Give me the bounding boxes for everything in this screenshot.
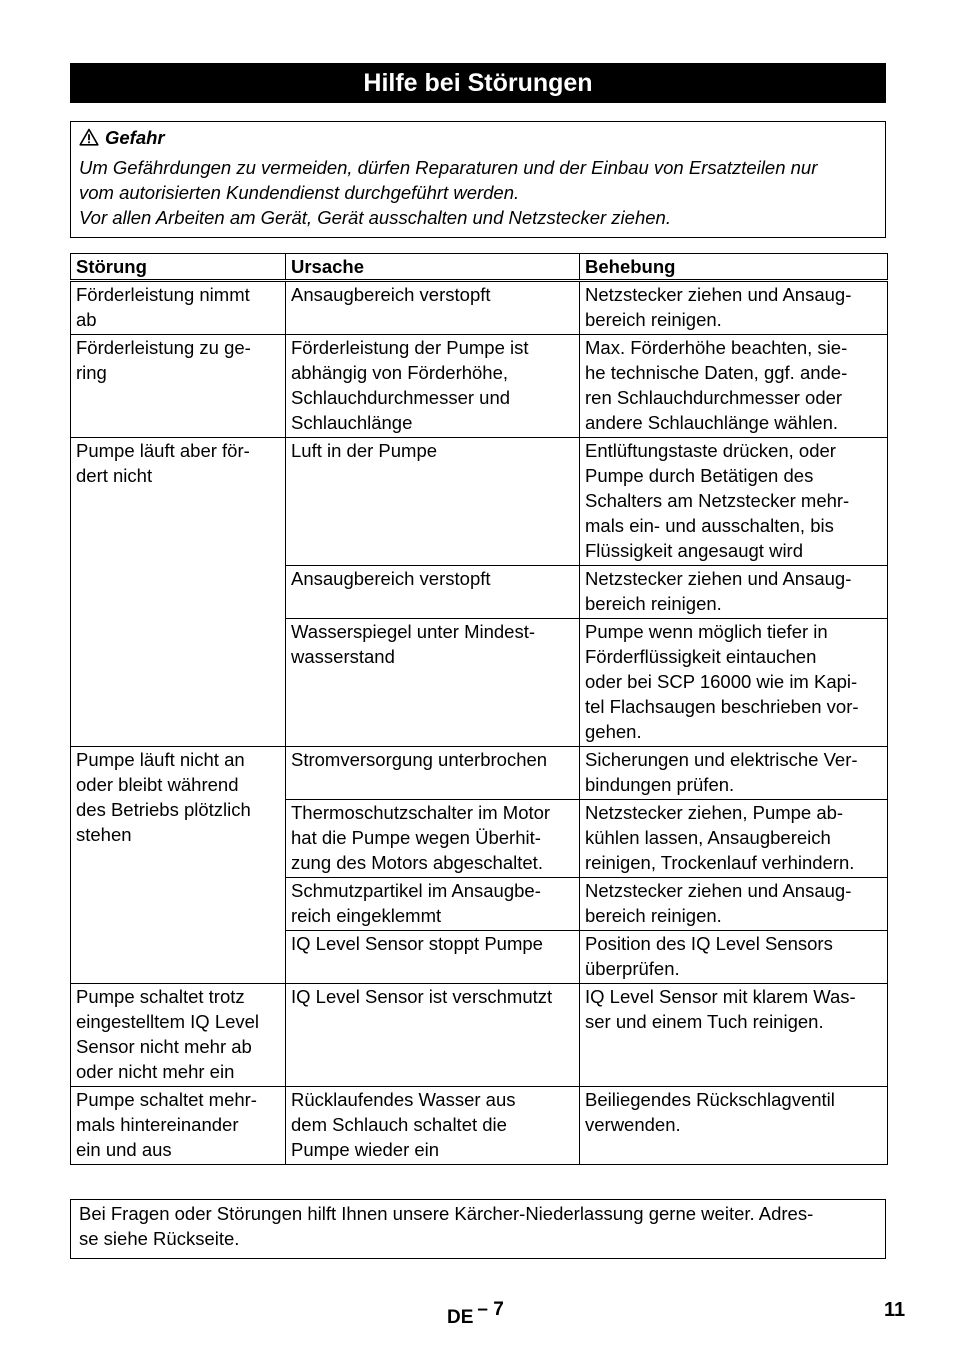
fault-cell (71, 335, 286, 438)
remedy-line: Netzstecker ziehen und Ansaug- (585, 880, 852, 901)
remedy-cell (580, 984, 888, 1087)
fault-line: des Betriebs plötzlich (76, 799, 251, 820)
cause-line: Ansaugbereich verstopft (291, 284, 491, 305)
cause-line: Luft in der Pumpe (291, 440, 438, 461)
cause-cell (286, 800, 580, 878)
page-language-marker (447, 1298, 504, 1330)
cause-cell (286, 984, 580, 1087)
page-title: Hilfe bei Störungen (70, 63, 886, 103)
danger-line: Vor allen Arbeiten am Gerät, Gerät ausschalten und Netzstecker ziehen. (79, 207, 671, 228)
danger-notice (70, 121, 886, 238)
cause-cell (286, 281, 580, 335)
cause-line: dem Schlauch schaltet die (291, 1114, 507, 1135)
fault-line: dert nicht (76, 465, 153, 486)
header-remedy: Behebung (580, 254, 888, 281)
remedy-line: Schalters am Netzstecker mehr- (585, 490, 850, 511)
remedy-line: bereich reinigen. (585, 905, 722, 926)
fault-line: Förderleistung zu ge- (76, 337, 251, 358)
cause-line: reich eingeklemmt (291, 905, 442, 926)
cause-line: wasserstand (291, 646, 395, 667)
remedy-line: Förderflüssigkeit eintauchen (585, 646, 817, 667)
fault-cell (71, 984, 286, 1087)
header-cause: Ursache (286, 254, 580, 281)
danger-heading (79, 126, 165, 152)
remedy-line: he technische Daten, ggf. ande- (585, 362, 848, 383)
cause-line: Schlauchdurchmesser und (291, 387, 511, 408)
remedy-line: IQ Level Sensor mit klarem Was- (585, 986, 856, 1007)
remedy-line: tel Flachsaugen beschrieben vor- (585, 696, 859, 717)
cause-cell (286, 619, 580, 747)
cause-cell (286, 931, 580, 984)
page-number: 11 (884, 1299, 906, 1321)
fault-line: Sensor nicht mehr ab (76, 1036, 252, 1057)
cause-line: IQ Level Sensor ist verschmutzt (291, 986, 553, 1007)
cause-line: hat die Pumpe wegen Überhit- (291, 827, 541, 848)
remedy-line: bindungen prüfen. (585, 774, 735, 795)
cause-line: zung des Motors abgeschaltet. (291, 852, 543, 873)
fault-line: eingestelltem IQ Level (76, 1011, 260, 1032)
help-note-text (79, 1201, 813, 1251)
help-note-line: se siehe Rückseite. (79, 1228, 240, 1249)
fault-line: ein und aus (76, 1139, 172, 1160)
fault-line: oder bleibt während (76, 774, 239, 795)
remedy-line: ser und einem Tuch reinigen. (585, 1011, 824, 1032)
remedy-cell (580, 566, 888, 619)
table-header-row (71, 254, 888, 281)
cause-line: Thermoschutzschalter im Motor (291, 802, 551, 823)
remedy-line: Netzstecker ziehen und Ansaug- (585, 568, 852, 589)
cause-cell (286, 878, 580, 931)
cause-line: Pumpe wieder ein (291, 1139, 440, 1160)
remedy-cell (580, 619, 888, 747)
remedy-cell (580, 878, 888, 931)
remedy-cell (580, 800, 888, 878)
fault-line: Pumpe schaltet mehr- (76, 1089, 257, 1110)
remedy-line: Pumpe durch Betätigen des (585, 465, 814, 486)
fault-line: Pumpe schaltet trotz (76, 986, 245, 1007)
danger-line: vom autorisierten Kundendienst durchgeführt werden. (79, 182, 520, 203)
warning-triangle-icon (79, 128, 99, 152)
table-row (71, 984, 888, 1087)
remedy-line: Netzstecker ziehen und Ansaug- (585, 284, 852, 305)
table-row (71, 747, 888, 800)
help-note-line: Bei Fragen oder Störungen hilft Ihnen unsere Kärcher-Niederlassung gerne weiter. Adres- (79, 1203, 814, 1224)
remedy-line: Entlüftungstaste drücken, oder (585, 440, 836, 461)
cause-line: Wasserspiegel unter Mindest- (291, 621, 536, 642)
help-note (70, 1199, 886, 1259)
remedy-line: reinigen, Trockenlauf verhindern. (585, 852, 855, 873)
remedy-line: verwenden. (585, 1114, 681, 1135)
fault-line: stehen (76, 824, 132, 845)
remedy-line: überprüfen. (585, 958, 680, 979)
remedy-cell (580, 438, 888, 566)
fault-line: Pumpe läuft nicht an (76, 749, 245, 770)
cause-line: Ansaugbereich verstopft (291, 568, 491, 589)
cause-line: Rücklaufendes Wasser aus (291, 1089, 516, 1110)
cause-cell (286, 1087, 580, 1165)
danger-text (79, 155, 879, 230)
remedy-cell (580, 281, 888, 335)
cause-line: IQ Level Sensor stoppt Pumpe (291, 933, 543, 954)
cause-cell (286, 566, 580, 619)
remedy-line: bereich reinigen. (585, 593, 722, 614)
remedy-cell (580, 335, 888, 438)
remedy-line: Beiliegendes Rückschlagventil (585, 1089, 835, 1110)
fault-line: Förderleistung nimmt (76, 284, 250, 305)
section-page: – 7 (477, 1299, 504, 1320)
fault-cell (71, 1087, 286, 1165)
remedy-line: bereich reinigen. (585, 309, 722, 330)
remedy-line: gehen. (585, 721, 642, 742)
danger-line: Um Gefährdungen zu vermeiden, dürfen Reparaturen und der Einbau von Ersatzteilen nur (79, 157, 818, 178)
header-fault: Störung (71, 254, 286, 281)
remedy-cell (580, 747, 888, 800)
table-row (71, 1087, 888, 1165)
language-code: DE (447, 1307, 474, 1328)
remedy-line: Max. Förderhöhe beachten, sie- (585, 337, 848, 358)
cause-cell (286, 335, 580, 438)
remedy-line: ren Schlauchdurchmesser oder (585, 387, 843, 408)
cause-line: Schlauchlänge (291, 412, 413, 433)
cause-cell (286, 438, 580, 566)
cause-line: abhängig von Förderhöhe, (291, 362, 509, 383)
fault-cell (71, 281, 286, 335)
table-body (71, 281, 888, 1165)
remedy-line: mals ein- und ausschalten, bis (585, 515, 834, 536)
remedy-line: Sicherungen und elektrische Ver- (585, 749, 858, 770)
remedy-line: Position des IQ Level Sensors (585, 933, 833, 954)
fault-cell (71, 747, 286, 984)
fault-line: ring (76, 362, 107, 383)
table-row (71, 281, 888, 335)
cause-line: Förderleistung der Pumpe ist (291, 337, 529, 358)
fault-line: mals hintereinander (76, 1114, 239, 1135)
cause-cell (286, 747, 580, 800)
cause-line: Schmutzpartikel im Ansaugbe- (291, 880, 541, 901)
fault-line: Pumpe läuft aber för- (76, 440, 250, 461)
fault-line: ab (76, 309, 97, 330)
remedy-line: andere Schlauchlänge wählen. (585, 412, 839, 433)
remedy-line: oder bei SCP 16000 wie im Kapi- (585, 671, 858, 692)
remedy-line: Netzstecker ziehen, Pumpe ab- (585, 802, 844, 823)
remedy-cell (580, 931, 888, 984)
remedy-line: kühlen lassen, Ansaugbereich (585, 827, 831, 848)
troubleshooting-table (70, 253, 888, 1165)
fault-line: oder nicht mehr ein (76, 1061, 235, 1082)
remedy-line: Pumpe wenn möglich tiefer in (585, 621, 828, 642)
table-row (71, 438, 888, 566)
fault-cell (71, 438, 286, 747)
remedy-line: Flüssigkeit angesaugt wird (585, 540, 803, 561)
cause-line: Stromversorgung unterbrochen (291, 749, 548, 770)
danger-heading-text: Gefahr (105, 127, 165, 148)
table-row (71, 335, 888, 438)
remedy-cell (580, 1087, 888, 1165)
